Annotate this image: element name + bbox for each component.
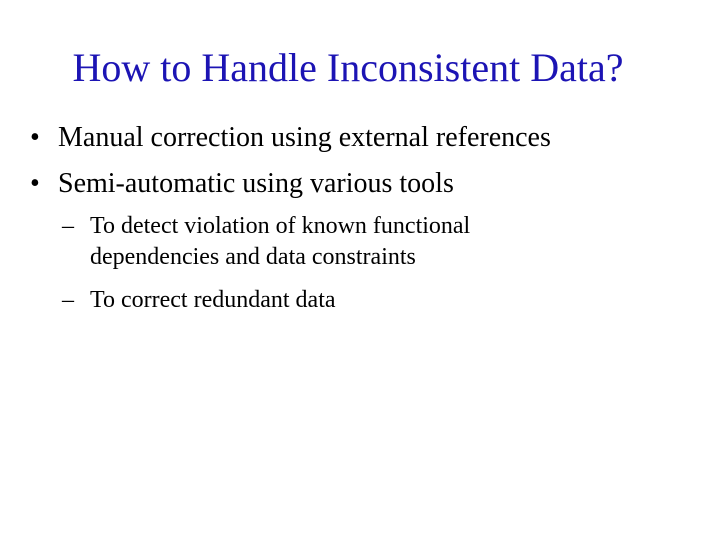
slide-title: How to Handle Inconsistent Data?: [72, 45, 624, 90]
bullet-text: Semi-automatic using various tools: [58, 168, 454, 199]
bullet-item: [30, 122, 551, 154]
sub-bullet-text: To detect violation of known functional dependencies and data constraints: [90, 213, 471, 270]
sub-bullet-marker: –: [62, 287, 74, 313]
bullet-item: [30, 168, 454, 200]
sub-bullet-text: To correct redundant data: [90, 287, 336, 313]
bullet-marker: •: [30, 122, 40, 153]
sub-bullet-marker: –: [62, 213, 74, 239]
bullet-marker: •: [30, 168, 40, 199]
sub-bullet-item: [62, 211, 590, 273]
bullet-text: Manual correction using external references: [58, 122, 551, 153]
sub-bullet-item: [62, 285, 590, 316]
